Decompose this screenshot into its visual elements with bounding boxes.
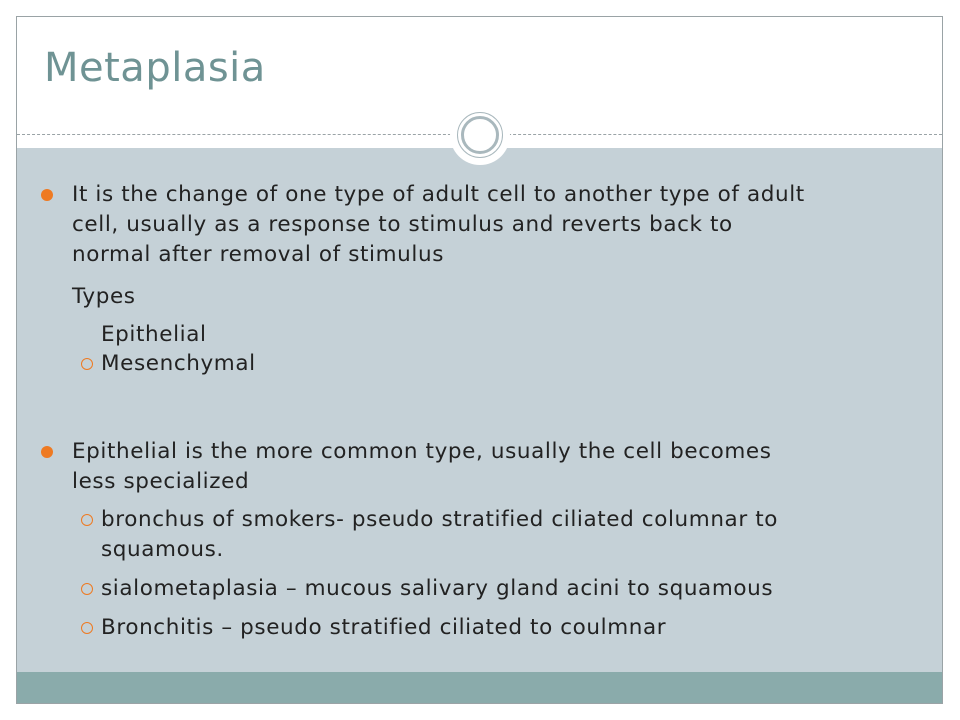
sub-item-bronchus-line-1: bronchus of smokers- pseudo stratified ciliated columnar to <box>101 507 778 532</box>
bullet-dot-icon <box>41 446 53 458</box>
sub-item-bronchus-line-2: squamous. <box>101 537 224 562</box>
circle-ornament-inner-ring <box>461 116 499 154</box>
circle-ornament-outer-ring <box>457 112 503 158</box>
content-area <box>17 148 942 672</box>
bullet-2-line-2: less specialized <box>72 469 250 494</box>
types-label: Types <box>72 284 136 309</box>
slide-title: Metaplasia <box>44 45 266 91</box>
circle-ornament-icon <box>450 105 510 165</box>
sub-item-mesenchymal: Mesenchymal <box>101 351 256 376</box>
sub-item-epithelial: Epithelial <box>101 322 207 347</box>
footer-bar <box>17 672 942 703</box>
bullet-ring-icon <box>81 358 93 370</box>
bullet-ring-icon <box>81 583 93 595</box>
sub-item-sialometaplasia: sialometaplasia – mucous salivary gland acini to squamous <box>101 576 774 601</box>
bullet-1-line-1: It is the change of one type of adult cell to another type of adult <box>72 182 805 207</box>
bullet-1-line-3: normal after removal of stimulus <box>72 242 444 267</box>
slide <box>16 16 943 704</box>
bullet-ring-icon <box>81 514 93 526</box>
bullet-2-line-1: Epithelial is the more common type, usually the cell becomes <box>72 439 772 464</box>
bullet-dot-icon <box>41 189 53 201</box>
bullet-1-line-2: cell, usually as a response to stimulus and reverts back to <box>72 212 733 237</box>
sub-item-bronchitis: Bronchitis – pseudo stratified ciliated to coulmnar <box>101 615 667 640</box>
bullet-ring-icon <box>81 622 93 634</box>
